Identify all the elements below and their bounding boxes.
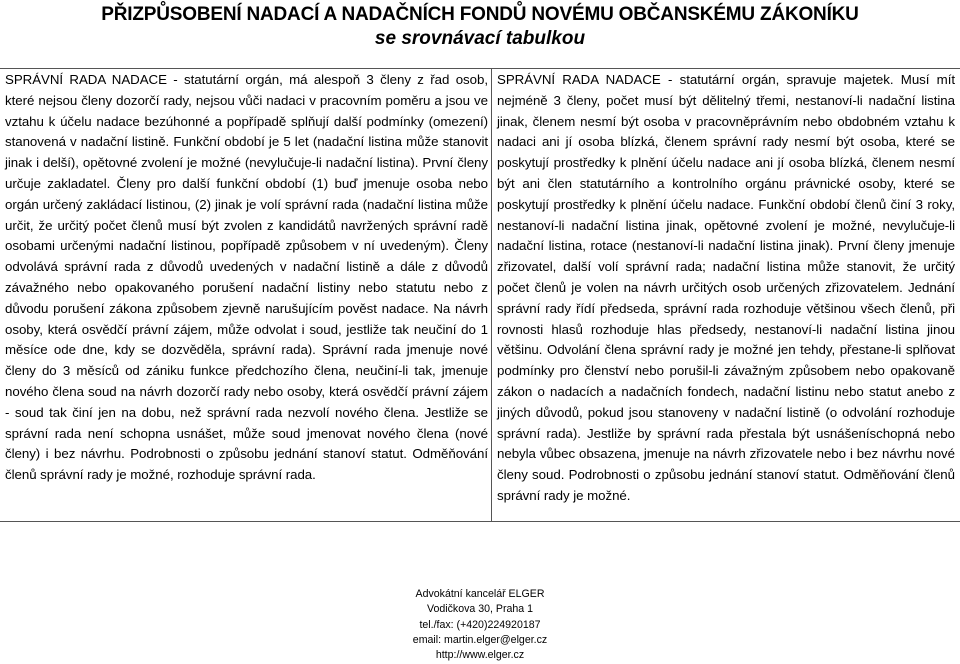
left-cell-text: SPRÁVNÍ RADA NADACE - statutární orgán, má alespoň 3 členy z řad osob, které nejsou členy dozorčí rady, nejsou vůči nadaci v pracovním poměru a jsou ve vztahu k účelu nadace bezúhonné a popřípadě splňují další podmínky (omezení) stanovená v nadační listině. Funkční období je 5 let (nadační listina může stanovit jinak i delší), opětovné zvolení je možné (nevylučuje-li nadační listina). První členy určuje zakladatel. Členy pro další funkční období (1) buď jmenuje osoba nebo orgán určený zakládací listinou, (2) jinak je volí správní rada (nadační listina může určit, že určitý počet členů musí být zvolen z kandidátů navržených správní radě osobami určenými nadační listinou, popřípadě způsobem v ní uvedeným). Členy odvolává správní rada z důvodů uvedených v nadační listině a dále z důvodů závažného nebo opakovaného porušení nadační listiny nebo statutu nebo z důvodu porušení zákona způsobem zjevně narušujícím pověst nadace. Na návrh osoby, která osvědčí právní zájem, může odvolat i soud, jestliže tak neučiní do 1 měsíce ode dne, kdy se dozvěděla, správní rada). Správní rada jmenuje nové členy do 3 měsíců od zániku funkce předchozího člena, neučiní-li tak, jmenuje nového člena soud na návrh dozorčí rady nebo osoby, která osvědčí právní zájem - soud tak činí jen na dobu, než správní rada nezvolí nového člena. Jestliže se správní rada není schopna usnášet, může soud jmenovat nového člena (nové členy) i bez návrhu. Podrobnosti o způsobu jednání stanoví statut. Odměňování členů správní rady je možné, rozhoduje správní rada. <box>5 72 488 483</box>
footer-web: http://www.elger.cz <box>435 649 525 662</box>
table-column-divider <box>491 68 492 521</box>
table-bottom-border <box>0 521 960 522</box>
document-subtitle: se srovnávací tabulkou <box>374 28 586 49</box>
footer-email: email: martin.elger@elger.cz <box>412 633 548 646</box>
footer-company: Advokátní kancelář ELGER <box>415 588 545 600</box>
footer-phone: tel./fax: (+420)224920187 <box>419 618 541 631</box>
document-title: PŘIZPŮSOBENÍ NADACÍ A NADAČNÍCH FONDŮ NOVÉMU OBČANSKÉMU ZÁKONÍKU <box>101 4 859 25</box>
table-top-border <box>0 68 960 69</box>
comparison-left-cell <box>5 70 488 486</box>
right-cell-text: SPRÁVNÍ RADA NADACE - statutární orgán, spravuje majetek. Musí mít nejméně 3 členy, počet musí být dělitelný třemi, nestanoví-li nadační listina jinak, členem nesmí být osoba v pracovněprávním nebo obdobném vztahu k nadaci ani jí osoba blízká, členem správní rady nesmí být osoba, které se poskytují prostředky k plnění účelu nadace ani jí osoba blízká, členem nesmí být ani člen statutárního a kontrolního orgánu právnické osoby, které se poskytují prostředky k plnění účelu nadace. Funkční období členů činí 3 roky, nestanoví-li nadační listina jinak, opětovné zvolení je možné, nevylučuje-li nadační listina, rotace (nestanoví-li nadační listina jinak). První členy jmenuje zřizovatel, další volí správní rada; nadační listina může stanovit, že určitý počet členů je volen na návrh určitých osob určených zřizovatelem. Jednání správní rady řídí předseda, správní rada rozhoduje většinou všech členů, při rovnosti hlasů rozhoduje hlas předsedy, nestanoví-li nadační listina jinou většinu. Odvolání člena správní rady je možné jen tehdy, přestane-li splňovat podmínky pro členství nebo porušil-li závažným způsobem nebo opakovaně zákon o nadacích a nadačních fondech, nadační listinu nebo statut anebo z jiných důvodů, pokud jsou stanoveny v nadační listině (o odvolání rozhoduje správní rada). Jestliže by správní rada přestala být usnášeníschopná nebo nebyla vůbec obsazena, jmenuje na návrh zřizovatele nebo i bez návrhu nové členy soud. Podrobnosti o způsobu jednání stanoví statut. Odměňování členů správní rady je možné. <box>497 72 955 503</box>
comparison-right-cell <box>497 70 955 507</box>
footer-contact <box>380 587 580 663</box>
footer-address: Vodičkova 30, Praha 1 <box>426 603 533 616</box>
